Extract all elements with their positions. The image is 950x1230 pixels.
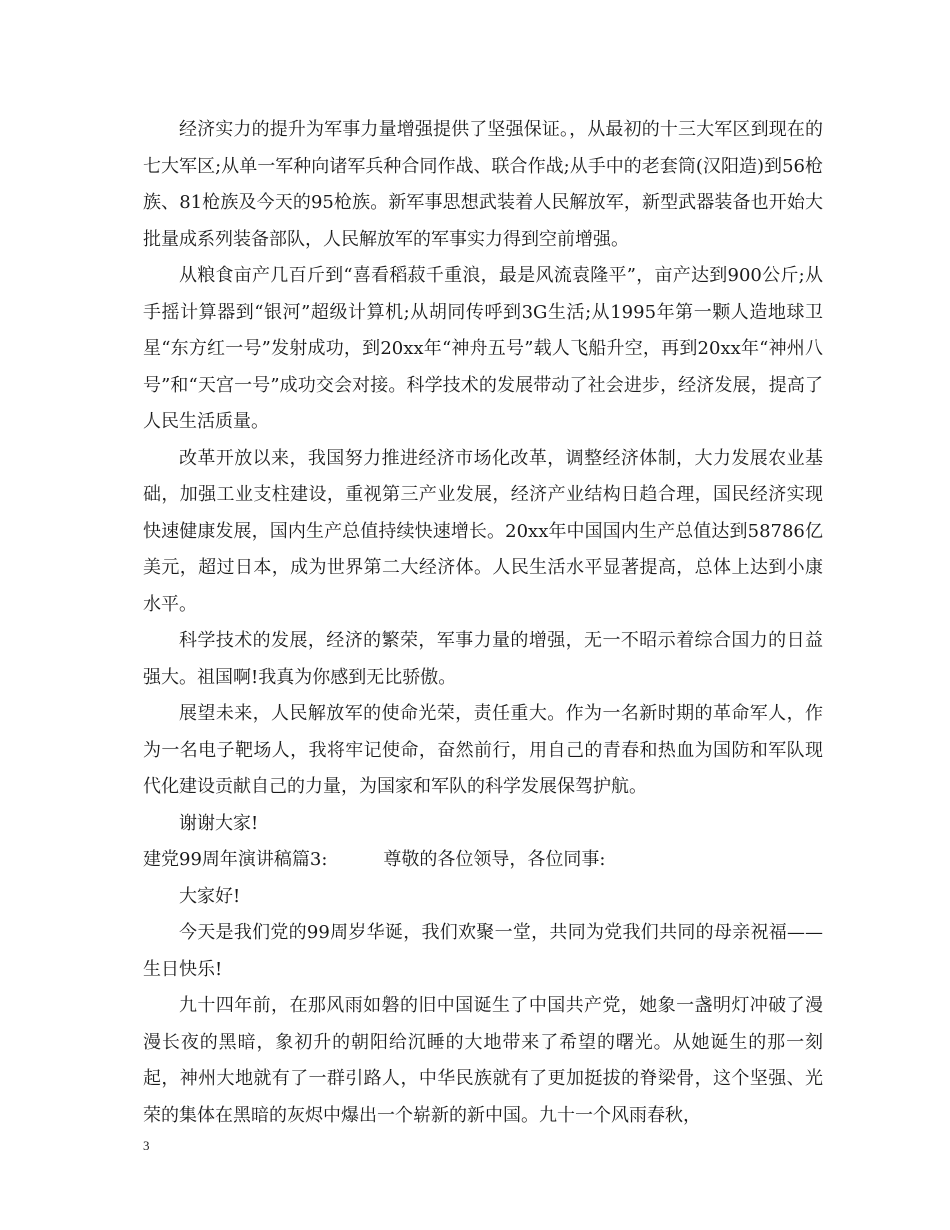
section-heading	[143, 842, 823, 879]
paragraph-national-strength: 科学技术的发展，经济的繁荣，军事力量的增强，无一不昭示着综合国力的日益强大。祖国啊!我真为你感到无比骄傲。	[143, 630, 823, 688]
section-salutation: 尊敬的各位领导，各位同事:	[383, 849, 606, 870]
paragraph-military-strength: 经济实力的提升为军事力量增强提供了坚强保证。，从最初的十三大军区到现在的七大军区;从单一军种向诸军兵种合同作战、联合作战;从手中的老套筒(汉阳造)到56枪族、81枪族及今天的95枪族。新军事思想武装着人民解放军，新型武器装备也开始大批量成系列装备部队，人民解放军的军事实力得到空前增强。	[143, 119, 823, 250]
paragraph-economic-reform: 改革开放以来，我国努力推进经济市场化改革，调整经济体制，大力发展农业基础，加强工业支柱建设，重视第三产业发展，经济产业结构日趋合理，国民经济实现快速健康发展，国内生产总值持续快速增长。20xx年中国国内生产总值达到58786亿美元，超过日本，成为世界第二大经济体。人民生活水平显著提高，总体上达到小康水平。	[143, 447, 823, 615]
page-number: 3	[143, 1138, 150, 1153]
paragraph-party-history: 九十四年前，在那风雨如磐的旧中国诞生了中国共产党，她象一盏明灯冲破了漫漫长夜的黑暗，象初升的朝阳给沉睡的大地带来了希望的曙光。从她诞生的那一刻起，神州大地就有了一群引路人，中华民族就有了更加挺拔的脊梁骨，这个坚强、光荣的集体在黑暗的灰烬中爆出一个崭新的新中国。九十一个风雨春秋，	[143, 995, 823, 1126]
paragraph-greeting: 大家好!	[179, 885, 241, 907]
paragraph-thanks: 谢谢大家!	[179, 812, 259, 834]
paragraph-science-progress: 从粮食亩产几百斤到“喜看稻菽千重浪，最是风流袁隆平”，亩产达到900公斤;从手摇计算器到“银河”超级计算机;从胡同传呼到3G生活;从1995年第一颗人造地球卫星“东方红一号”发射成功，到20xx年“神舟五号”载人飞船升空，再到20xx年“神州八号”和“天宫一号”成功交会对接。科学技术的发展带动了社会进步，经济发展，提高了人民生活质量。	[143, 265, 823, 432]
section-title: 建党99周年演讲稿篇3:	[143, 849, 328, 870]
paragraph-future-outlook: 展望未来，人民解放军的使命光荣，责任重大。作为一名新时期的革命军人，作为一名电子靶场人，我将牢记使命，奋然前行，用自己的青春和热血为国防和军队现代化建设贡献自己的力量，为国家和军队的科学发展保驾护航。	[143, 703, 823, 797]
document-body	[143, 112, 823, 1134]
paragraph-birthday: 今天是我们党的99周岁华诞，我们欢聚一堂，共同为党我们共同的母亲祝福——生日快乐!	[143, 922, 823, 980]
